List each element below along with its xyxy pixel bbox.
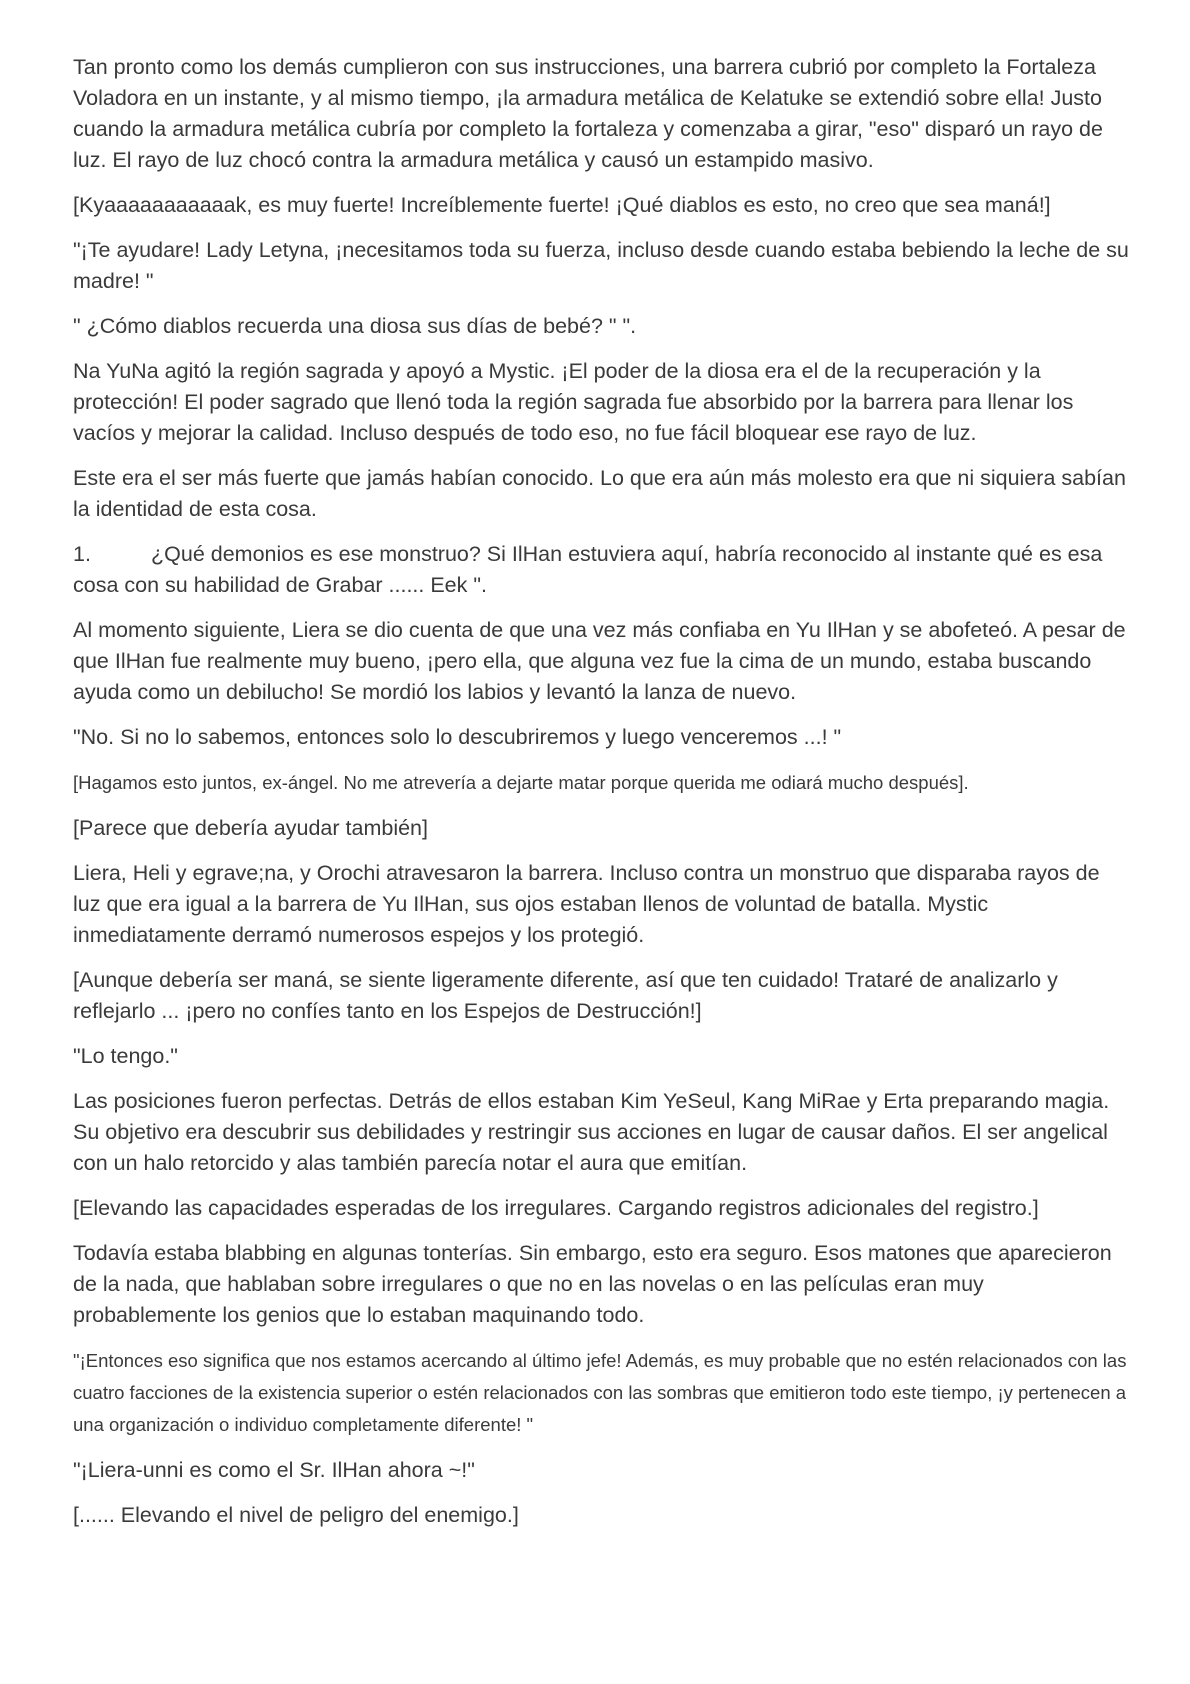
paragraph-4: " ¿Cómo diablos recuerda una diosa sus días de bebé? " ".: [73, 314, 637, 338]
paragraph-19: "¡Liera-unni es como el Sr. IlHan ahora ~!": [73, 1458, 475, 1482]
paragraph-12: Liera, Heli y egrave;na, y Orochi atravesaron la barrera. Incluso contra un monstruo que disparaba rayos de luz que era igual a la barrera de Yu IlHan, sus ojos estaban llenos de voluntad de batalla. Mystic inmediatamente derramó numerosos espejos y los protegió.: [73, 861, 1100, 947]
paragraph-9: "No. Si no lo sabemos, entonces solo lo descubriremos y luego venceremos ...! ": [73, 725, 842, 749]
paragraph-11: [Parece que debería ayudar también]: [73, 816, 428, 840]
paragraph-15: Las posiciones fueron perfectas. Detrás de ellos estaban Kim YeSeul, Kang MiRae y Erta preparando magia. Su objetivo era descubrir sus debilidades y restringir sus acciones en lugar de causar daños. El ser angelical con un halo retorcido y alas también parecía notar el aura que emitían.: [73, 1089, 1110, 1175]
paragraph-5: Na YuNa agitó la región sagrada y apoyó a Mystic. ¡El poder de la diosa era el de la recuperación y la protección! El poder sagrado que llenó toda la región sagrada fue absorbido por la barrera para llenar los vacíos y mejorar la calidad. Incluso después de todo eso, no fue fácil bloquear ese rayo de luz.: [73, 359, 1074, 445]
paragraph-1: Tan pronto como los demás cumplieron con sus instrucciones, una barrera cubrió por completo la Fortaleza Voladora en un instante, y al mismo tiempo, ¡la armadura metálica de Kelatuke se extendió sobre ella! Justo cuando la armadura metálica cubría por completo la fortaleza y comenzaba a girar, "eso" disparó un rayo de luz. El rayo de luz chocó contra la armadura metálica y causó un estampido masivo.: [73, 55, 1103, 172]
paragraph-20: [...... Elevando el nivel de peligro del enemigo.]: [73, 1503, 519, 1527]
list-number: 1.: [73, 542, 91, 566]
paragraph-16: [Elevando las capacidades esperadas de los irregulares. Cargando registros adicionales del registro.]: [73, 1196, 1039, 1220]
numbered-paragraph-text: ¿Qué demonios es ese monstruo? Si IlHan estuviera aquí, habría reconocido al instante qué es esa cosa con su habilidad de Grabar ...... Eek ".: [73, 542, 1103, 597]
paragraph-3: "¡Te ayudare! Lady Letyna, ¡necesitamos toda su fuerza, incluso desde cuando estaba bebiendo la leche de su madre! ": [73, 238, 1129, 293]
paragraph-2: [Kyaaaaaaaaaaak, es muy fuerte! Increíblemente fuerte! ¡Qué diablos es esto, no creo que sea maná!]: [73, 193, 1051, 217]
paragraph-10: [Hagamos esto juntos, ex-ángel. No me atrevería a dejarte matar porque querida me odiará mucho después].: [73, 772, 969, 793]
paragraph-18: "¡Entonces eso significa que nos estamos acercando al último jefe! Además, es muy probable que no estén relacionados con las cuatro facciones de la existencia superior o estén relacionados con las sombras que emitieron todo este tiempo, ¡y pertenecen a una organización o individuo completamente diferente! ": [73, 1350, 1127, 1435]
document-page: [73, 52, 1133, 1545]
paragraph-8: Al momento siguiente, Liera se dio cuenta de que una vez más confiaba en Yu IlHan y se abofeteó. A pesar de que IlHan fue realmente muy bueno, ¡pero ella, que alguna vez fue la cima de un mundo, estaba buscando ayuda como un debilucho! Se mordió los labios y levantó la lanza de nuevo.: [73, 618, 1126, 704]
paragraph-6: Este era el ser más fuerte que jamás habían conocido. Lo que era aún más molesto era que ni siquiera sabían la identidad de esta cosa.: [73, 466, 1126, 521]
paragraph-17: Todavía estaba blabbing en algunas tonterías. Sin embargo, esto era seguro. Esos matones que aparecieron de la nada, que hablaban sobre irregulares o que no en las novelas o en las películas eran muy probablemente los genios que lo estaban maquinando todo.: [73, 1241, 1112, 1327]
paragraph-14: "Lo tengo.": [73, 1044, 178, 1068]
numbered-paragraph: [73, 539, 1133, 601]
paragraph-13: [Aunque debería ser maná, se siente ligeramente diferente, así que ten cuidado! Trataré de analizarlo y reflejarlo ... ¡pero no confíes tanto en los Espejos de Destrucción!]: [73, 968, 1058, 1023]
